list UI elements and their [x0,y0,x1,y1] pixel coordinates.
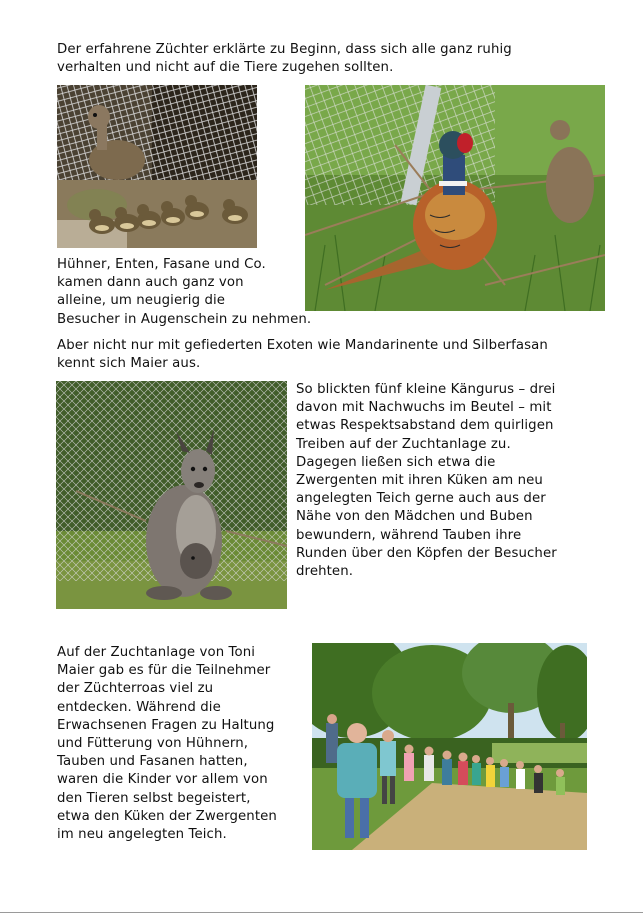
visitors-group-photo [312,643,587,850]
duck-ducklings-photo [57,85,257,248]
intro-paragraph: Der erfahrene Züchter erklärte zu Beginn, dass sich alle ganz ruhig verhalten und nicht auf die Tiere zugehen sollten. [57,42,512,76]
pheasant-photo [305,85,605,311]
poultry-paragraph: Hühner, Enten, Fasane und Co. kamen dann auch ganz von alleine, um neugierig die Besucher in Augenschein zu nehmen. [57,257,312,327]
kangaroo-paragraph: So blickten fünf kleine Kängurus – drei davon mit Nachwuchs im Beutel – mit etwas Respektsabstand dem quirligen Treiben auf der Zuchtanlage zu. Dagegen ließen sich etwa die Zwergenten mit ihren Küken am neu angelegten Teich gerne auch aus der Nähe von den Mädchen und Buben bewundern, während Tauben ihre Runden über den Köpfen der Besucher drehten. [296,382,557,580]
exotics-paragraph: Aber nicht nur mit gefiederten Exoten wie Mandarinente und Silberfasan kennt sich Maier aus. [57,338,548,372]
kangaroo-photo [56,381,287,609]
farm-paragraph: Auf der Zuchtanlage von Toni Maier gab es für die Teilnehmer der Züchterroas viel zu entdecken. Während die Erwachsenen Fragen zu Haltung und Fütterung von Hühnern, Tauben und Fasanen hatten, waren die Kinder vor allem von den Tieren selbst begeistert, etwa den Küken der Zwergenten im neu angelegten Teich. [57,645,277,843]
page-bottom-rule [0,912,643,913]
